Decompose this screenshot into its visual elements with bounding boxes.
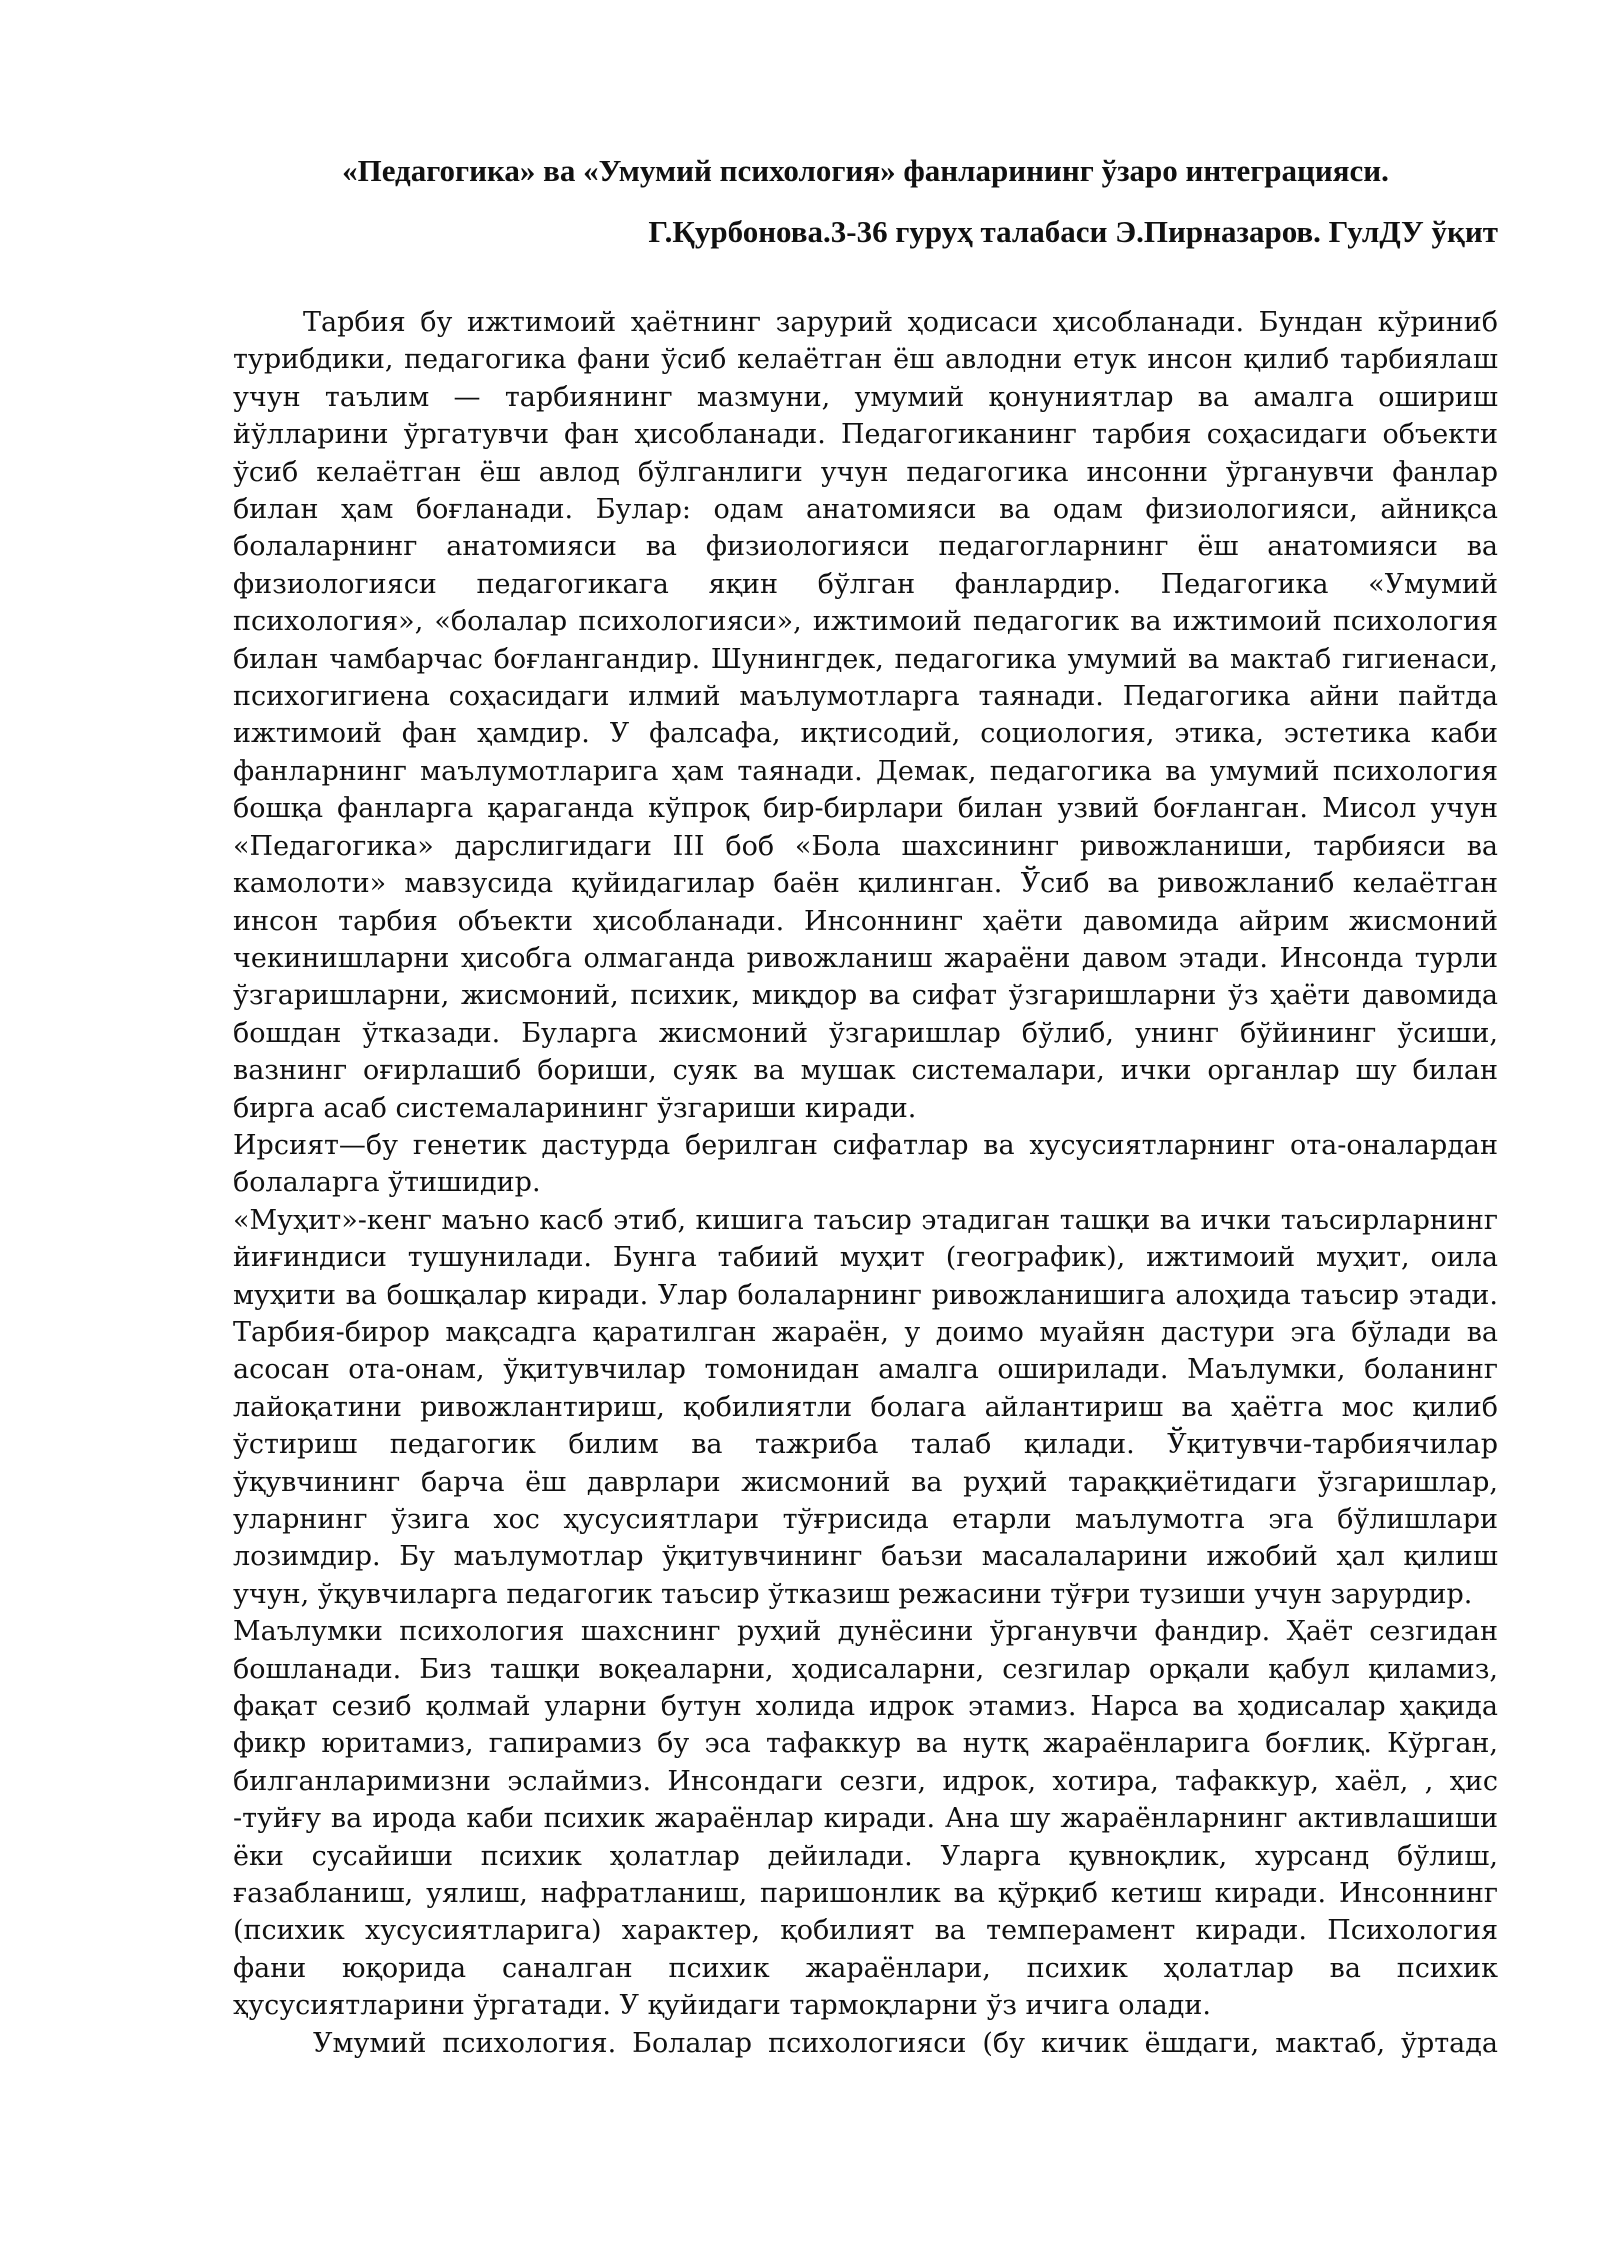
document-author-line: Г.Қурбонова.3-36 гуруҳ талабаси Э.Пирназаров. ГулДУ ўқит bbox=[648, 214, 1498, 249]
document-title: «Педагогика» ва «Умумий психология» фанларининг ўзаро интеграцияси. bbox=[342, 153, 1389, 188]
document-body bbox=[233, 304, 1498, 2062]
body-paragraph-3: «Муҳит»-кенг маъно касб этиб, кишига таъсир этадиган ташқи ва ички таъсирларнинг йиғиндиси тушунилади. Бунга табиий муҳит (географик), ижтимоий муҳит, оила муҳити ва бошқалар киради. Улар болаларнинг ривожланишига алоҳида таъсир этади. Тарбия-бирор мақсадга қаратилган жараён, у доимо муайян дастури эга бўлади ва асосан ота-онам, ўқитувчилар томонидан амалга оширилади. Маълумки, боланинг лайоқатини ривожлантириш, қобилиятли болага айлантириш ва ҳаётга мос қилиб ўстириш педагогик билим ва тажриба талаб қилади. Ўқитувчи-тарбиячилар ўқувчининг барча ёш даврлари жисмоний ва руҳий тараққиётидаги ўзгаришлар, уларнинг ўзига хос ҳусусиятлари тўғрисида етарли маълумотга эга бўлишлари лозимдир. Бу маълумотлар ўқитувчининг баъзи масалаларини ижобий ҳал қилиш учун, ўқувчиларга педагогик таъсир ўтказиш режасини тўғри тузиши учун зарурдир. bbox=[233, 1204, 1498, 1610]
body-paragraph-1: Тарбия бу ижтимоий ҳаётнинг зарурий ҳодисаси ҳисобланади. Бундан кўриниб турибдики, педагогика фани ўсиб келаётган ёш авлодни етук инсон қилиб тарбиялаш учун таълим — тарбиянинг мазмуни, умумий қонуниятлар ва амалга ошириш йўлларини ўргатувчи фан ҳисобланади. Педагогиканинг тарбия соҳасидаги объекти ўсиб келаётган ёш авлод бўлганлиги учун педагогика инсонни ўрганувчи фанлар билан ҳам боғланади. Булар: одам анатомияси ва одам физиологияси, айниқса болаларнинг анатомияси ва физиологияси педагогларнинг ёш анатомияси ва физиологияси педагогикага яқин бўлган фанлардир. Педагогика «Умумий психология», «болалар психологияси», ижтимоий педагогик ва ижтимоий психология билан чамбарчас боғлангандир. Шунингдек, педагогика умумий ва мактаб гигиенаси, психогигиена соҳасидаги илмий маълумотларга таянади. Педагогика айни пайтда ижтимоий фан ҳамдир. У фалсафа, иқтисодий, социология, этика, эстетика каби фанларнинг маълумотларига ҳам таянади. Демак, педагогика ва умумий психология бошқа фанларга қараганда кўпроқ бир-бирлари билан узвий боғланган. Мисол учун «Педагогика» дарслигидаги III боб «Бола шахсининг ривожланиши, тарбияси ва камолоти» мавзусида қуйидагилар баён қилинган. Ўсиб ва ривожланиб келаётган инсон тарбия объекти ҳисобланади. Инсоннинг ҳаёти давомида айрим жисмоний чекинишларни ҳисобга олмаганда ривожланиш жараёни давом этади. Инсонда турли ўзгаришларни, жисмоний, психик, миқдор ва сифат ўзгаришларни ўз ҳаёти давомида бошдан ўтказади. Буларга жисмоний ўзгаришлар бўлиб, унинг бўйининг ўсиши, вазнинг оғирлашиб бориши, суяк ва мушак системалари, ички органлар шу билан бирга асаб системаларининг ўзгариши киради. bbox=[233, 307, 1498, 1124]
body-paragraph-5: Умумий психология. Болалар психологияси (бу кичик ёшдаги, мактаб, ўртада bbox=[313, 2027, 1498, 2059]
body-paragraph-2: Ирсият—бу генетик дастурда берилган сифатлар ва хусусиятларнинг ота-оналардан болаларга ўтишидир. bbox=[233, 1129, 1498, 1199]
body-paragraph-4: Маълумки психология шахснинг руҳий дунёсини ўрганувчи фандир. Ҳаёт сезгидан бошланади. Биз ташқи воқеаларни, ҳодисаларни, сезгилар орқали қабул қиламиз, фақат сезиб қолмай уларни бутун холида идрок этамиз. Нарса ва ҳодисалар ҳақида фикр юритамиз, гапирамиз бу эса тафаккур ва нутқ жараёнларига боғлиқ. Кўрган, билганларимизни эслаймиз. Инсондаги сезги, идрок, хотира, тафаккур, хаёл, , ҳис -туйғу ва ирода каби психик жараёнлар киради. Ана шу жараёнларнинг активлашиши ёки сусайиши психик ҳолатлар дейилади. Уларга қувноқлик, хурсанд бўлиш, ғазабланиш, уялиш, нафратланиш, паришонлик ва қўрқиб кетиш киради. Инсоннинг (психик хусусиятларига) характер, қобилият ва темперамент киради. Психология фани юқорида саналган психик жараёнлари, психик ҳолатлар ва психик ҳусусиятларини ўргатади. У қуйидаги тармоқларни ўз ичига олади. bbox=[233, 1616, 1498, 2022]
